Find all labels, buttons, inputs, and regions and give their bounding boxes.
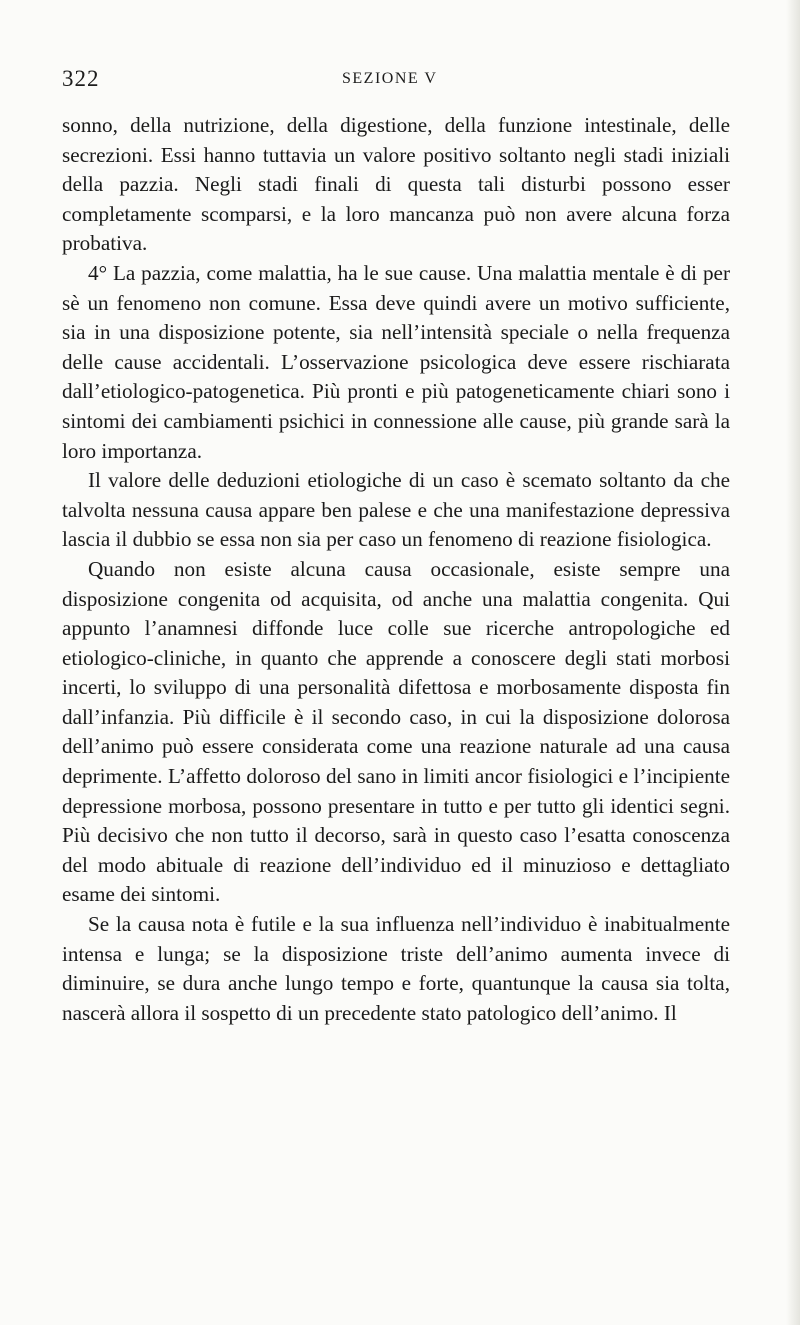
paragraph: sonno, della nutrizione, della digestione, della funzione intestinale, delle secrezioni. Essi hanno tuttavia un valore positivo soltanto negli stadi iniziali della pazzia. Negli stadi finali di questa tali disturbi possono esser completamente scomparsi, e la loro mancanza può non avere alcuna forza probativa. (62, 113, 730, 256)
page-edge-shadow (786, 0, 800, 1325)
paragraph: Quando non esiste alcuna causa occasionale, esiste sempre una disposizione congenita od acquisita, od anche una malattia congenita. Qui appunto l’anamnesi diffonde luce colle sue ricerche antropologiche ed etiologico-cliniche, in quanto che apprende a conoscere degli stati morbosi incerti, lo sviluppo di una personalità difettosa e morbosamente disposta fin dall’infanzia. Più difficile è il secondo caso, in cui la disposizione dolorosa dell’animo può essere considerata come una reazione naturale ad una causa deprimente. L’affetto doloroso del sano in limiti ancor fisiologici e l’incipiente depressione morbosa, possono presentare in tutto e per tutto gli identici segni. Più decisivo che non tutto il decorso, sarà in questo caso l’esatta conoscenza del modo abituale di reazione dell’individuo ed il minuzioso e dettagliato esame dei sintomi. (62, 556, 730, 907)
paragraph: Il valore delle deduzioni etiologiche di un caso è scemato soltanto da che talvolta nessuna causa appare ben palese e che una manifestazione depressiva lascia il dubbio se essa non sia per caso un fenomeno di reazione fisiologica. (62, 468, 730, 552)
page-number: 322 (62, 66, 100, 91)
page-header (62, 66, 722, 96)
running-title: SEZIONE V (342, 70, 438, 87)
paragraph: 4° La pazzia, come malattia, ha le sue cause. Una malattia mentale è di per sè un fenomeno non comune. Essa deve quindi avere un motivo sufficiente, sia in una disposizione potente, sia nell’intensità speciale o nella frequenza delle cause accidentali. L’osservazione psicologica deve essere rischiarata dall’etiologico-patogenetica. Più pronti e più patogeneticamente chiari sono i sintomi dei cambiamenti psichici in connessione alle cause, più grande sarà la loro importanza. (62, 260, 730, 463)
body-text (62, 111, 730, 1028)
paragraph: Se la causa nota è futile e la sua influenza nell’individuo è inabitualmente intensa e lunga; se la disposizione triste dell’animo aumenta invece di diminuire, se dura anche lungo tempo e forte, quantunque la causa sia tolta, nascerà allora il sospetto di un precedente stato patologico dell’animo. Il (62, 912, 730, 1025)
